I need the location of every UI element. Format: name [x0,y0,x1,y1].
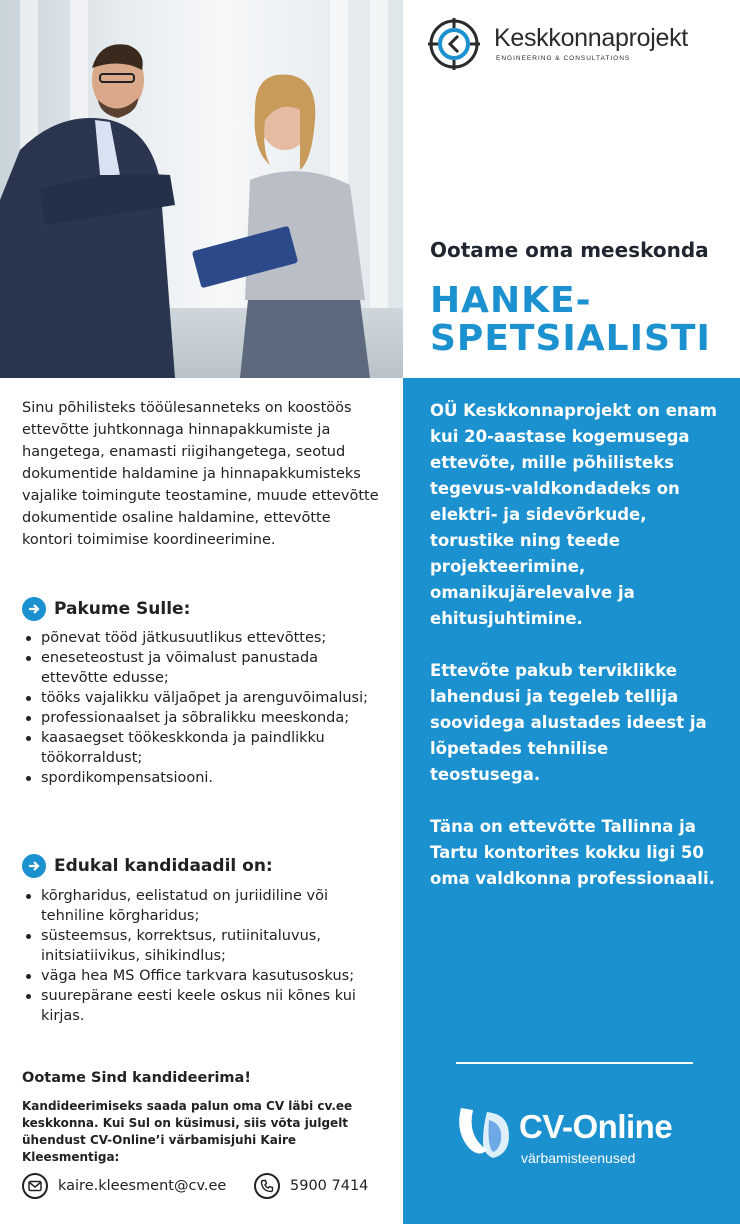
cv-online-logo [453,1098,713,1178]
job-title [430,282,711,358]
about-paragraph-2: Ettevõte pakub terviklikke lahendusi ja tegeleb tellija soovidega alustades ideest ja lõpetades tehnilise teostusega. [430,661,707,784]
apply-instructions: Kandideerimiseks saada palun oma CV läbi cv.ee keskkonna. Kui Sul on küsimusi, siis võta julgelt ühendust CV-Online’i värbamisjuhi Kaire Kleesmentiga: [22,1099,353,1164]
about-paragraph-3: Täna on ettevõtte Tallinna ja Tartu kontorites kokku ligi 50 oma valdkonna professionaali. [430,817,715,888]
list-item: väga hea MS Office tarkvara kasutusoskus; [22,966,382,986]
partner-tagline: värbamisteenused [521,1150,636,1166]
cv-online-mark-icon [453,1102,515,1164]
job-title-line2: SPETSIALISTI [430,318,711,359]
envelope-icon [22,1173,48,1199]
list-item: kõrgharidus, eelistatud on juriidiline või tehniline kõrgharidus; [22,886,382,926]
about-paragraph-1: OÜ Keskkonnaprojekt on enam kui 20-aastase kogemusega ettevõte, mille põhilisteks tegevus-valdkondadeks on elektri- ja sidevõrkude, torustike ning teede projekteerimine, omanikujärelevalve ja ehitusjuhtimine. [430,401,717,628]
arrow-right-icon [22,597,46,621]
people-illustration [0,0,403,378]
phone-icon [254,1173,280,1199]
phone-number[interactable]: 5900 7414 [290,1178,369,1194]
company-name: Keskkonnaprojekt [494,24,688,52]
company-logo [426,16,726,76]
list-item: põnevat tööd jätkusuutlikus ettevõttes; [22,628,382,648]
offer-heading [22,597,190,621]
apply-title: Ootame Sind kandideerima! [22,1070,251,1086]
hero-photo [0,0,403,378]
list-item: süsteemsus, korrektsus, rutiinitaluvus, initsiatiivikus, sihikindlus; [22,926,382,966]
requirements-heading [22,854,273,878]
requirements-list [22,886,382,1026]
job-description: Sinu põhilisteks tööülesanneteks on koostöös ettevõtte juhtkonnaga hinnapakkumiste ja hangetega, enamasti riigihangetega, seotud dokumentide haldamine ja hinnapakkumisteks vajalike toimingute teostamine, muude ettevõtte dokumentide osaline haldamine, ettevõtte kontori toimimise koordineerimine. [22,400,379,548]
divider [456,1062,693,1064]
arrow-right-icon [22,854,46,878]
about-panel [403,378,740,1224]
list-item: kaasaegset töökeskkonda ja paindlikku töökorraldust; [22,728,382,768]
offer-heading-label: Pakume Sulle: [54,599,191,619]
compass-logo-icon [426,16,482,72]
requirements-heading-label: Edukal kandidaadil on: [54,856,273,876]
list-item: professionaalset ja sõbralikku meeskonda; [22,708,382,728]
job-title-line1: HANKE- [430,280,592,321]
list-item: suurepärane eesti keele oskus nii kõnes kui kirjas. [22,986,382,1026]
headline-lead: Ootame oma meeskonda [430,238,709,262]
email-link[interactable]: kaire.kleesment@cv.ee [58,1178,227,1194]
list-item: tööks vajalikku väljaõpet ja arenguvõimalusi; [22,688,382,708]
offer-list [22,628,382,788]
company-tagline: ENGINEERING & CONSULTATIONS [496,55,631,62]
partner-name: CV-Online [519,1108,673,1145]
email-contact[interactable] [22,1173,226,1199]
phone-contact[interactable] [254,1173,368,1199]
list-item: eneseteostust ja võimalust panustada ettevõtte edusse; [22,648,382,688]
list-item: spordikompensatsiooni. [22,768,382,788]
